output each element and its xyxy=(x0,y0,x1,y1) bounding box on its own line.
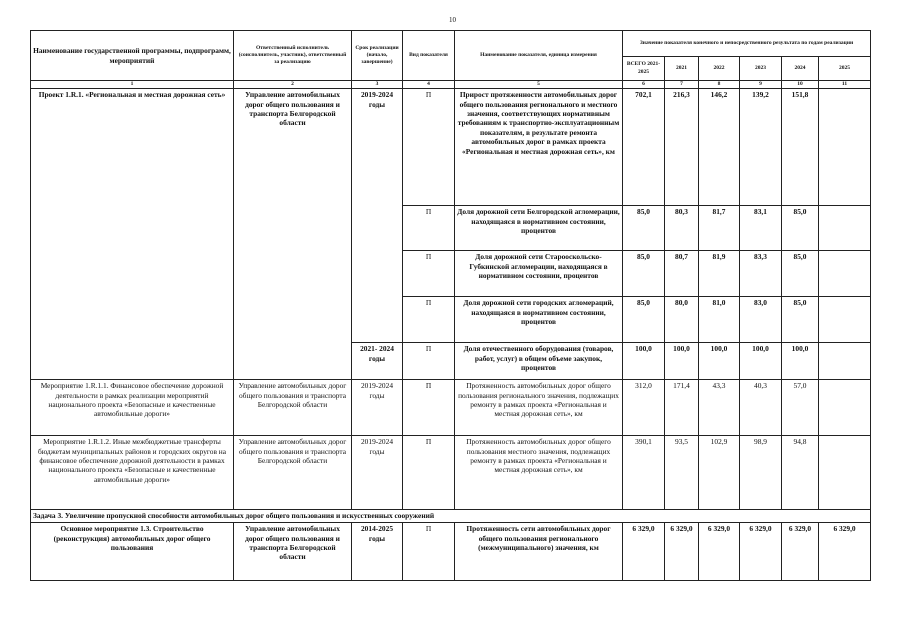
value-cell: 83,3 xyxy=(740,251,782,297)
value-cell: 83,0 xyxy=(740,297,782,343)
project-executor: Управление автомобильных дорог общего пользования и транспорта Белгородской области xyxy=(234,89,352,380)
indicator-name: Доля отечественного оборудования (товаров, работ, услуг) в общем объеме закупок, процентов xyxy=(455,343,623,380)
value-cell: 100,0 xyxy=(740,343,782,380)
value-cell: 102,9 xyxy=(699,436,740,510)
value-cell: 151,8 xyxy=(782,89,819,206)
value-cell: 85,0 xyxy=(782,297,819,343)
indicator-type: П xyxy=(403,523,455,581)
value-cell: 6 329,0 xyxy=(699,523,740,581)
value-cell: 85,0 xyxy=(782,251,819,297)
value-cell: 6 329,0 xyxy=(740,523,782,581)
measure-name: Мероприятие 1.R.1.2. Иные межбюджетные трансферты бюджетам муниципальных районов и городских округов на финансовое обеспечение дорожной деятельности в рамках национального проекта «Безопасные и качественные автомобильные дороги» xyxy=(31,436,234,510)
main-measure-name: Основное мероприятие 1.3. Строительство (реконструкция) автомобильных дорог общего пользования xyxy=(31,523,234,581)
value-cell: 85,0 xyxy=(623,297,665,343)
main-measure-executor: Управление автомобильных дорог общего пользования и транспорта Белгородской области xyxy=(234,523,352,581)
header-values-group: Значение показателя конечного и непосредственного результата по годам реализации xyxy=(623,31,871,57)
indicator-type: П xyxy=(403,297,455,343)
value-cell: 80,3 xyxy=(665,206,699,251)
value-cell xyxy=(819,297,871,343)
indicator-type: П xyxy=(403,380,455,436)
value-cell: 139,2 xyxy=(740,89,782,206)
value-cell: 100,0 xyxy=(665,343,699,380)
value-cell: 100,0 xyxy=(623,343,665,380)
project-name: Проект 1.R.1. «Региональная и местная дорожная сеть» xyxy=(31,89,234,380)
value-cell: 80,0 xyxy=(665,297,699,343)
value-cell xyxy=(819,251,871,297)
header-term: Срок реализации (начало, завершение) xyxy=(352,31,403,81)
value-cell: 94,8 xyxy=(782,436,819,510)
indicator-name: Протяженность автомобильных дорог общего пользования местного значения, подлежащих ремонту в рамках проекта «Региональная и местная дорожная сеть», км xyxy=(455,436,623,510)
header-year: 2021 xyxy=(665,57,699,81)
value-cell: 6 329,0 xyxy=(819,523,871,581)
indicator-name: Доля дорожной сети городских агломераций, находящаяся в нормативном состоянии, процентов xyxy=(455,297,623,343)
value-cell: 85,0 xyxy=(623,206,665,251)
value-cell xyxy=(819,380,871,436)
term-cell: 2014-2025 годы xyxy=(352,523,403,581)
value-cell: 80,7 xyxy=(665,251,699,297)
indicator-name: Протяженность автомобильных дорог общего пользования регионального значения, подлежащих ремонту в рамках проекта «Региональная и местная дорожная сеть», км xyxy=(455,380,623,436)
value-cell: 390,1 xyxy=(623,436,665,510)
value-cell: 93,5 xyxy=(665,436,699,510)
column-number: 9 xyxy=(740,81,782,89)
table-row xyxy=(31,380,871,436)
value-cell xyxy=(819,343,871,380)
header-indicator-type: Вид показателя xyxy=(403,31,455,81)
term-cell: 2019-2024 годы xyxy=(352,380,403,436)
measure-name: Мероприятие 1.R.1.1. Финансовое обеспечение дорожной деятельности в рамках реализации мероприятий национального проекта «Безопасные и качественные автомобильные дороги» xyxy=(31,380,234,436)
column-number: 7 xyxy=(665,81,699,89)
page-number: 10 xyxy=(449,16,456,24)
value-cell: 216,3 xyxy=(665,89,699,206)
column-number: 8 xyxy=(699,81,740,89)
value-cell: 6 329,0 xyxy=(623,523,665,581)
measure-executor: Управление автомобильных дорог общего пользования и транспорта Белгородской области xyxy=(234,436,352,510)
table-row xyxy=(31,436,871,510)
value-cell: 81,0 xyxy=(699,297,740,343)
value-cell xyxy=(819,206,871,251)
header-year: 2023 xyxy=(740,57,782,81)
term-cell: 2021- 2024 годы xyxy=(352,343,403,380)
value-cell: 85,0 xyxy=(782,206,819,251)
column-number: 1 xyxy=(31,81,234,89)
value-cell: 100,0 xyxy=(699,343,740,380)
value-cell: 702,1 xyxy=(623,89,665,206)
column-number: 11 xyxy=(819,81,871,89)
column-number: 5 xyxy=(455,81,623,89)
term-cell: 2019-2024 годы xyxy=(352,436,403,510)
value-cell: 312,0 xyxy=(623,380,665,436)
indicator-name: Прирост протяженности автомобильных дорог общего пользования регионального и местного значения, соответствующих нормативным требованиям к транспортно-эксплуатационным показателям, в результате ремонта автомобильных дорог в рамках проекта «Региональная и местная дорожная сеть», км xyxy=(455,89,623,206)
header-total: ВСЕГО 2021-2025 xyxy=(623,57,665,81)
measure-executor: Управление автомобильных дорог общего пользования и транспорта Белгородской области xyxy=(234,380,352,436)
column-number: 3 xyxy=(352,81,403,89)
header-year: 2022 xyxy=(699,57,740,81)
indicator-type: П xyxy=(403,89,455,206)
column-number: 6 xyxy=(623,81,665,89)
indicator-name: Протяженность сети автомобильных дорог общего пользования регионального (межмуниципального) значения, км xyxy=(455,523,623,581)
indicator-name: Доля дорожной сети Белгородской агломерации, находящаяся в нормативном состоянии, процентов xyxy=(455,206,623,251)
header-executor: Ответственный исполнитель (соисполнитель, участник), ответственный за реализацию xyxy=(234,31,352,81)
value-cell: 81,9 xyxy=(699,251,740,297)
value-cell: 100,0 xyxy=(782,343,819,380)
table-row xyxy=(31,523,871,581)
term-cell: 2019-2024 годы xyxy=(352,89,403,343)
table-row xyxy=(31,89,871,206)
value-cell: 146,2 xyxy=(699,89,740,206)
value-cell: 43,3 xyxy=(699,380,740,436)
indicator-type: П xyxy=(403,206,455,251)
column-number: 2 xyxy=(234,81,352,89)
value-cell: 98,9 xyxy=(740,436,782,510)
column-number: 4 xyxy=(403,81,455,89)
task-row xyxy=(31,510,871,523)
value-cell: 6 329,0 xyxy=(665,523,699,581)
value-cell: 83,1 xyxy=(740,206,782,251)
header-year: 2025 xyxy=(819,57,871,81)
value-cell: 81,7 xyxy=(699,206,740,251)
column-number: 10 xyxy=(782,81,819,89)
value-cell xyxy=(819,89,871,206)
header-name: Наименование государственной программы, подпрограмм, мероприятий xyxy=(31,31,234,81)
header-indicator-name: Наименование показателя, единица измерения xyxy=(455,31,623,81)
value-cell: 85,0 xyxy=(623,251,665,297)
indicator-type: П xyxy=(403,343,455,380)
value-cell xyxy=(819,436,871,510)
task-heading: Задача 3. Увеличение пропускной способности автомобильных дорог общего пользования и искусственных сооружений xyxy=(31,510,871,523)
value-cell: 57,0 xyxy=(782,380,819,436)
header-year: 2024 xyxy=(782,57,819,81)
indicator-type: П xyxy=(403,251,455,297)
program-indicators-table xyxy=(30,30,871,581)
value-cell: 40,3 xyxy=(740,380,782,436)
indicator-type: П xyxy=(403,436,455,510)
value-cell: 171,4 xyxy=(665,380,699,436)
indicator-name: Доля дорожной сети Старооскольско-Губкинской агломерации, находящаяся в нормативном состоянии, процентов xyxy=(455,251,623,297)
value-cell: 6 329,0 xyxy=(782,523,819,581)
